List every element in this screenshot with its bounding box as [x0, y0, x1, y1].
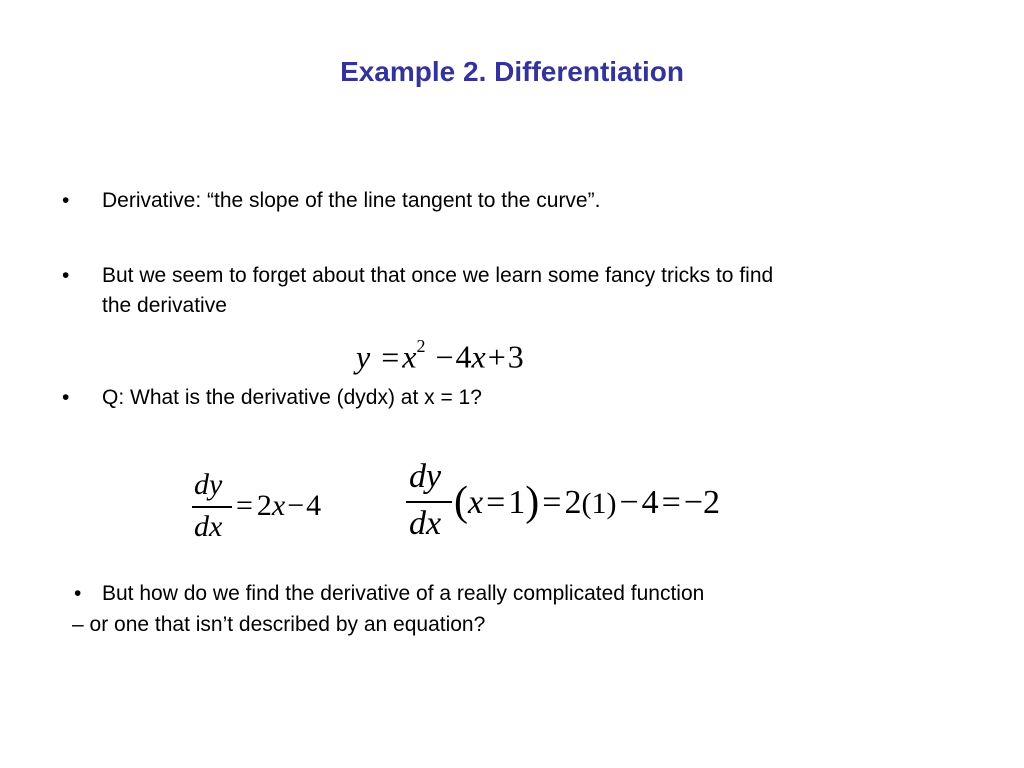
bullet-text-line-1: But we seem to forget about that once we learn some fancy tricks to find: [102, 264, 774, 287]
bullet-symbol: •: [62, 189, 70, 212]
eq-x: x: [402, 338, 417, 375]
eval-equals-3: =: [661, 484, 681, 521]
evaluation-fraction: [406, 456, 452, 546]
fraction-numerator: dy: [409, 458, 442, 495]
fraction-bar: [406, 501, 452, 503]
eval-four: 4: [641, 484, 659, 521]
function-equation: [356, 330, 524, 377]
bullet-text: Derivative: “the slope of the line tangent to the curve”.: [102, 189, 601, 212]
eval-one: 1: [508, 484, 526, 521]
eq-minus: −: [435, 338, 454, 375]
eval-equals-1: =: [486, 484, 506, 521]
eq-coef: 4: [455, 338, 472, 375]
bullet-text-line-2: the derivative: [102, 294, 227, 317]
derivative-equation: [192, 466, 362, 546]
eq-constant: 3: [507, 338, 524, 375]
rhs-equals: =: [236, 489, 253, 522]
fraction-bar: [192, 506, 232, 508]
fraction-denominator: dx: [409, 505, 442, 542]
rhs-minus: −: [287, 489, 305, 522]
eval-x: x: [468, 484, 484, 521]
rhs-coefficient: 2: [256, 489, 272, 522]
derivative-rhs: [236, 488, 321, 524]
rhs-x: x: [271, 489, 286, 522]
bullet-symbol: •: [74, 582, 82, 605]
eq-exponent: 2: [416, 336, 426, 356]
fraction-numerator: dy: [194, 468, 223, 501]
bullet-symbol: •: [62, 264, 70, 287]
eval-inner-paren: (1): [581, 487, 617, 520]
evaluation-equation: [406, 456, 766, 546]
bullet-text: Q: What is the derivative (dydx) at x = 1?: [102, 386, 482, 409]
slide-title: Example 2. Differentiation: [340, 56, 684, 87]
bullet-text: But how do we find the derivative of a really complicated function: [102, 582, 705, 605]
eq-y: y: [356, 338, 371, 375]
bullet-symbol: •: [62, 386, 70, 409]
eq-x-linear: x: [471, 338, 486, 375]
eq-plus: +: [487, 338, 506, 375]
close-paren: ): [525, 479, 540, 525]
evaluation-rhs: [454, 480, 720, 524]
open-paren: (: [454, 479, 468, 525]
eval-minus: −: [619, 484, 639, 521]
eval-two: 2: [564, 484, 582, 521]
eval-equals-2: =: [542, 484, 562, 521]
eq-equals: =: [381, 338, 400, 375]
derivative-fraction: [192, 466, 232, 546]
rhs-constant: 4: [306, 489, 322, 522]
continuation-text: – or one that isn’t described by an equation?: [72, 613, 486, 636]
eval-result: −2: [683, 484, 721, 521]
fraction-denominator: dx: [194, 510, 223, 543]
